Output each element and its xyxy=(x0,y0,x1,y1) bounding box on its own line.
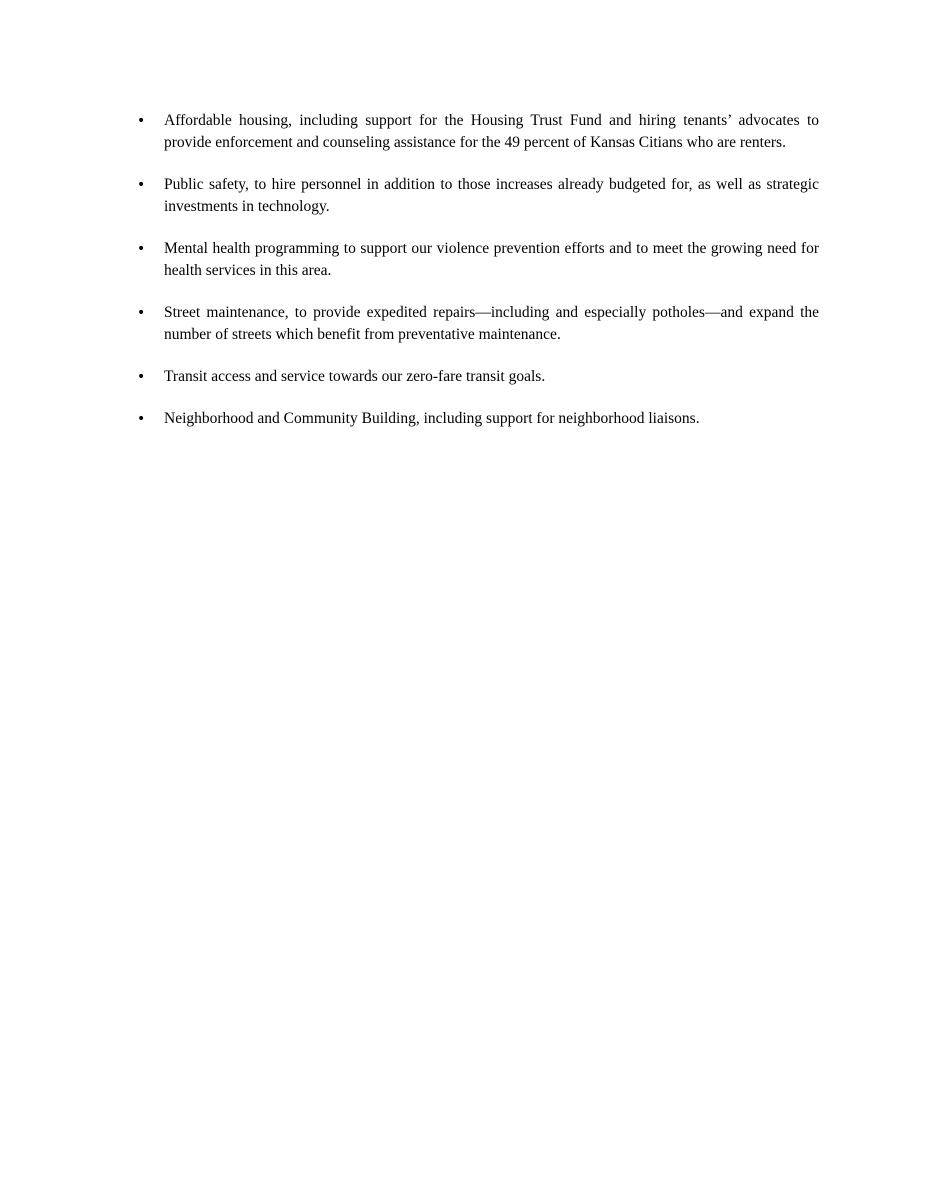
list-item-text: Street maintenance, to provide expedited repairs—including and especially potholes—and expand the number of streets which benefit from preventative maintenance. xyxy=(164,304,819,343)
list-item-text: Affordable housing, including support for the Housing Trust Fund and hiring tenants’ advocates to provide enforcement and counseling assistance for the 49 percent of Kansas Citians who are renters. xyxy=(164,112,819,151)
bullet-icon: • xyxy=(137,241,146,257)
list-item-street-maintenance xyxy=(137,302,819,346)
bullet-icon: • xyxy=(137,411,146,427)
list-item-public-safety xyxy=(137,174,819,218)
list-item-affordable-housing xyxy=(137,110,819,154)
list-item-neighborhood-community xyxy=(137,408,819,430)
list-item-text: Mental health programming to support our violence prevention efforts and to meet the growing need for health services in this area. xyxy=(164,240,819,279)
bullet-icon: • xyxy=(137,305,146,321)
list-item-text: Transit access and service towards our zero-fare transit goals. xyxy=(164,368,546,385)
list-item-text: Neighborhood and Community Building, including support for neighborhood liaisons. xyxy=(164,410,700,427)
list-item-text: Public safety, to hire personnel in addition to those increases already budgeted for, as well as strategic investments in technology. xyxy=(164,176,819,215)
bullet-icon: • xyxy=(137,369,146,385)
bullet-icon: • xyxy=(137,113,146,129)
priority-bullet-list xyxy=(137,110,819,450)
list-item-transit-access xyxy=(137,366,819,388)
list-item-mental-health xyxy=(137,238,819,282)
bullet-icon: • xyxy=(137,177,146,193)
